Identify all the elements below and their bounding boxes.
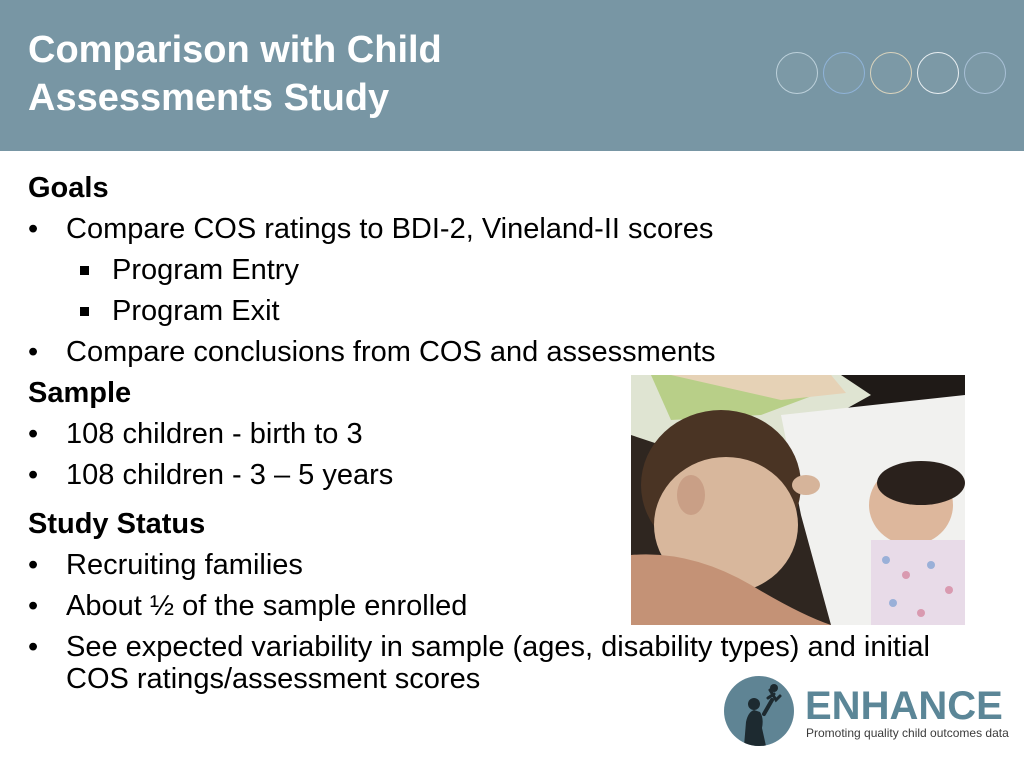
slide-title-line-1: Comparison with Child: [28, 29, 442, 71]
decorative-circles: [776, 52, 1008, 94]
logo-name: ENHANCE: [805, 684, 1003, 728]
circle-icon: [917, 52, 959, 94]
circle-icon: [823, 52, 865, 94]
goals-heading: Goals: [28, 172, 109, 204]
bullet-text: About ½ of the sample enrolled: [66, 590, 468, 622]
sample-heading: Sample: [28, 377, 132, 409]
square-bullet-icon: [80, 266, 89, 275]
slide-header: [0, 0, 1024, 151]
photo-children: [631, 375, 965, 625]
bullet-icon: •: [28, 459, 39, 491]
circle-icon: [776, 52, 818, 94]
slide-title: [28, 26, 668, 122]
sub-bullet-text: Program Exit: [112, 295, 280, 327]
enhance-logo: [724, 676, 1014, 748]
bullet-text: 108 children - 3 – 5 years: [66, 459, 394, 491]
photo-illustration: [631, 375, 965, 625]
bullet-text: Compare COS ratings to BDI-2, Vineland-II scores: [66, 213, 714, 245]
logo-mark-icon: [724, 676, 794, 746]
bullet-icon: •: [28, 336, 39, 368]
logo-tagline: Promoting quality child outcomes data: [806, 726, 1009, 740]
status-heading: Study Status: [28, 508, 206, 540]
bullet-icon: •: [28, 590, 39, 622]
bullet-icon: •: [28, 418, 39, 450]
bullet-text: 108 children - birth to 3: [66, 418, 363, 450]
parent-child-icon: [724, 676, 794, 746]
bullet-text: See expected variability in sample (ages, disability types) and initial COS ratings/assessment scores: [66, 631, 930, 695]
sub-bullet-text: Program Entry: [112, 254, 299, 286]
circle-icon: [964, 52, 1006, 94]
bullet-icon: •: [28, 631, 39, 663]
bullet-text: Compare conclusions from COS and assessments: [66, 336, 716, 368]
slide-title-line-2: Assessments Study: [28, 77, 390, 119]
bullet-icon: •: [28, 549, 39, 581]
bullet-text: Recruiting families: [66, 549, 303, 581]
bullet-icon: •: [28, 213, 39, 245]
square-bullet-icon: [80, 307, 89, 316]
circle-icon: [870, 52, 912, 94]
